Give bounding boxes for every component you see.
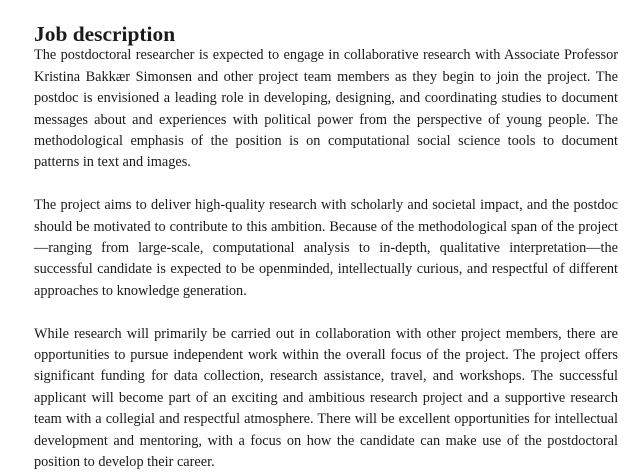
paragraph-collaboration-opportunities: While research will primarily be carried out in collaboration with other project members, there are opportunities to pursue independent work within the overall focus of the project. The project offers significant funding for data collection, research assistance, travel, and workshops. The successful applicant will become part of an exciting and ambitious research project and a supportive research team with a collegial and respectful atmosphere. There will be excellent opportunities for intellectual development and mentoring, with a focus on how the candidate can make use of the postdoctoral position to develop their career. xyxy=(34,325,618,471)
paragraph-role-overview: The postdoctoral researcher is expected to engage in collaborative research with Associate Professor Kristina Bakkær Simonsen and other project team members as they begin to join the project. The postdoc is envisioned a leading role in developing, designing, and coordinating studies to document messages about and experiences with political power from the perspective of young people. The methodological emphasis of the position is on computational social science tools to document patterns in text and images. xyxy=(34,47,618,171)
paragraph-project-aims: The project aims to deliver high-quality research with scholarly and societal impact, and the postdoc should be motivated to contribute to this ambition. Because of the methodological span of the project—ranging from large-scale, computational analysis to in-depth, qualitative interpretation—the successful candidate is expected to be openminded, intellectually curious, and respectful of different approaches to knowledge generation. xyxy=(34,197,618,299)
section-heading: Job description xyxy=(34,22,176,46)
job-description-section xyxy=(34,24,618,474)
